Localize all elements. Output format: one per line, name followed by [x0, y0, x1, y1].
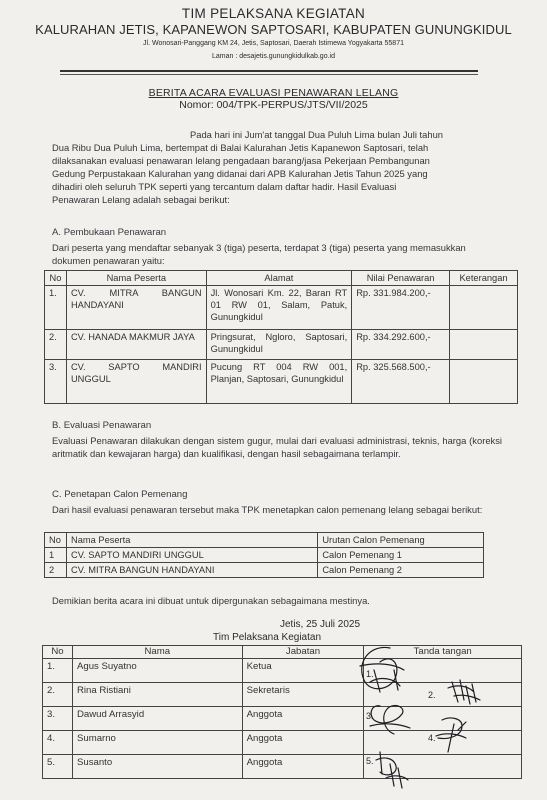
bid-value: Rp. 331.984.200,-	[352, 286, 450, 330]
document-number: Nomor: 004/TPK-PERPUS/JTS/VII/2025	[179, 99, 368, 111]
section-a-text: Dari peserta yang mendaftar sebanyak 3 (tiga) peserta, terdapat 3 (tiga) peserta yang memasukkan dokumen penawaran yaitu:	[52, 242, 466, 266]
column-header: Nama Peserta	[66, 271, 206, 286]
signature-cell	[364, 707, 522, 731]
candidate-name: CV. MITRA BANGUN HANDAYANI	[66, 563, 317, 578]
opening-line: Penawaran Lelang adalah sebagai berikut:	[52, 194, 230, 205]
signature-cell	[364, 731, 522, 755]
table-header-row	[43, 646, 522, 659]
row-number: 1.	[45, 286, 67, 330]
member-role: Anggota	[242, 755, 364, 779]
column-header: Nama	[72, 646, 242, 659]
column-header: Urutan Calon Pemenang	[318, 533, 484, 548]
signature-number: 1.	[366, 669, 374, 679]
bid-value: Rp. 334.292.600,-	[352, 330, 450, 360]
member-name: Dawud Arrasyid	[72, 707, 242, 731]
candidate-rank: Calon Pemenang 1	[318, 548, 484, 563]
member-name: Sumarno	[72, 731, 242, 755]
bid-remark	[450, 286, 518, 330]
column-header: No	[43, 646, 73, 659]
bid-remark	[450, 360, 518, 404]
opening-line: dihadiri oleh seluruh TPK seperti yang tercantum dalam daftar hadir. Hasil Evaluasi	[52, 181, 397, 192]
signature-number: 2.	[428, 690, 436, 700]
document-title: BERITA ACARA EVALUASI PENAWARAN LELANG	[148, 87, 399, 99]
row-number: 1	[45, 548, 67, 563]
winner-table	[44, 532, 484, 578]
column-header: Tanda tangan	[364, 646, 522, 659]
letterhead-title: TIM PELAKSANA KEGIATAN	[181, 6, 366, 21]
table-row	[45, 360, 518, 404]
row-number: 4.	[43, 731, 73, 755]
column-header: Alamat	[206, 271, 352, 286]
bidder-name: CV. SAPTO MANDIRI UNGGUL	[66, 360, 206, 404]
column-header: Jabatan	[242, 646, 364, 659]
section-a-heading: A. Pembukaan Penawaran	[52, 227, 167, 238]
opening-line: Pada hari ini Jum'at tanggal Dua Puluh Lima bulan Juli tahun	[190, 129, 443, 140]
row-number: 2.	[43, 683, 73, 707]
candidate-name: CV. SAPTO MANDIRI UNGGUL	[66, 548, 317, 563]
member-role: Anggota	[242, 731, 364, 755]
table-row	[43, 731, 522, 755]
opening-paragraph	[52, 128, 492, 206]
opening-line: Dua Ribu Dua Puluh Lima, bertempat di Balai Kalurahan Jetis Kapanewon Saptosari, telah	[52, 142, 429, 153]
bid-value: Rp. 325.568.500,-	[352, 360, 450, 404]
column-header: No	[45, 533, 67, 548]
row-number: 2	[45, 563, 67, 578]
signature-table	[42, 645, 522, 779]
signing-date: Jetis, 25 Juli 2025	[280, 619, 361, 630]
column-header: Keterangan	[450, 271, 518, 286]
signature-cell	[364, 659, 522, 683]
letterhead-subtitle: KALURAHAN JETIS, KAPANEWON SAPTOSARI, KABUPATEN GUNUNGKIDUL	[35, 22, 512, 37]
section-b-heading: B. Evaluasi Penawaran	[52, 420, 152, 431]
column-header: No	[45, 271, 67, 286]
bidder-address: Pringsurat, Ngloro, Saptosari, Gunungkidul	[206, 330, 352, 360]
table-row	[45, 330, 518, 360]
member-name: Susanto	[72, 755, 242, 779]
member-name: Agus Suyatno	[72, 659, 242, 683]
member-role: Anggota	[242, 707, 364, 731]
letterhead-website: Laman : desajetis.gunungkidulkab.go.id	[212, 53, 335, 60]
row-number: 5.	[43, 755, 73, 779]
bid-remark	[450, 330, 518, 360]
closing-statement: Demikian berita acara ini dibuat untuk dipergunakan sebagaimana mestinya.	[52, 595, 370, 606]
section-c-text: Dari hasil evaluasi penawaran tersebut maka TPK menetapkan calon pemenang lelang sebagai berikut:	[52, 504, 483, 515]
letterhead-divider-thick	[60, 70, 478, 72]
row-number: 1.	[43, 659, 73, 683]
member-name: Rina Ristiani	[72, 683, 242, 707]
signature-number: 5.	[366, 756, 374, 766]
bidders-table	[44, 270, 518, 404]
row-number: 2.	[45, 330, 67, 360]
table-row	[43, 683, 522, 707]
column-header: Nama Peserta	[66, 533, 317, 548]
table-row	[43, 707, 522, 731]
signature-cell	[364, 683, 522, 707]
table-row	[45, 286, 518, 330]
team-label: Tim Pelaksana Kegiatan	[213, 632, 322, 643]
signature-cell	[364, 755, 522, 779]
opening-line: dilaksanakan evaluasi penawaran lelang pengadaan barang/jasa Pekerjaan Pembangunan	[52, 155, 430, 166]
letterhead-address: Jl. Wonosari-Panggang KM 24, Jetis, Saptosari, Daerah Istimewa Yogyakarta 55871	[143, 40, 404, 47]
signature-number: 3.	[366, 711, 374, 721]
table-row	[45, 563, 484, 578]
bidder-address: Pucung RT 004 RW 001, Planjan, Saptosari, Gunungkidul	[206, 360, 352, 404]
bidder-name: CV. MITRA BANGUN HANDAYANI	[66, 286, 206, 330]
section-c-heading: C. Penetapan Calon Pemenang	[52, 489, 188, 500]
member-role: Ketua	[242, 659, 364, 683]
candidate-rank: Calon Pemenang 2	[318, 563, 484, 578]
table-header-row	[45, 533, 484, 548]
bidder-address: Jl. Wonosari Km. 22, Baran RT 01 RW 01, Salam, Patuk, Gunungkidul	[206, 286, 352, 330]
table-row	[43, 755, 522, 779]
row-number: 3.	[45, 360, 67, 404]
opening-line: Gedung Perpustakaan Kalurahan yang didanai dari APB Kalurahan Jetis Tahun 2025 yang	[52, 168, 428, 179]
signature-number: 4.	[428, 733, 436, 743]
table-row	[43, 659, 522, 683]
row-number: 3.	[43, 707, 73, 731]
member-role: Sekretaris	[242, 683, 364, 707]
bidder-name: CV. HANADA MAKMUR JAYA	[66, 330, 206, 360]
letterhead-divider-thin	[60, 74, 478, 75]
section-b-text: Evaluasi Penawaran dilakukan dengan sistem gugur, mulai dari evaluasi administrasi, teknis, harga (koreksi aritmatik dan kewajaran harga) dan kualifikasi, dengan hasil sebagaimana terlampir.	[52, 435, 502, 459]
column-header: Nilai Penawaran	[352, 271, 450, 286]
table-header-row	[45, 271, 518, 286]
table-row	[45, 548, 484, 563]
